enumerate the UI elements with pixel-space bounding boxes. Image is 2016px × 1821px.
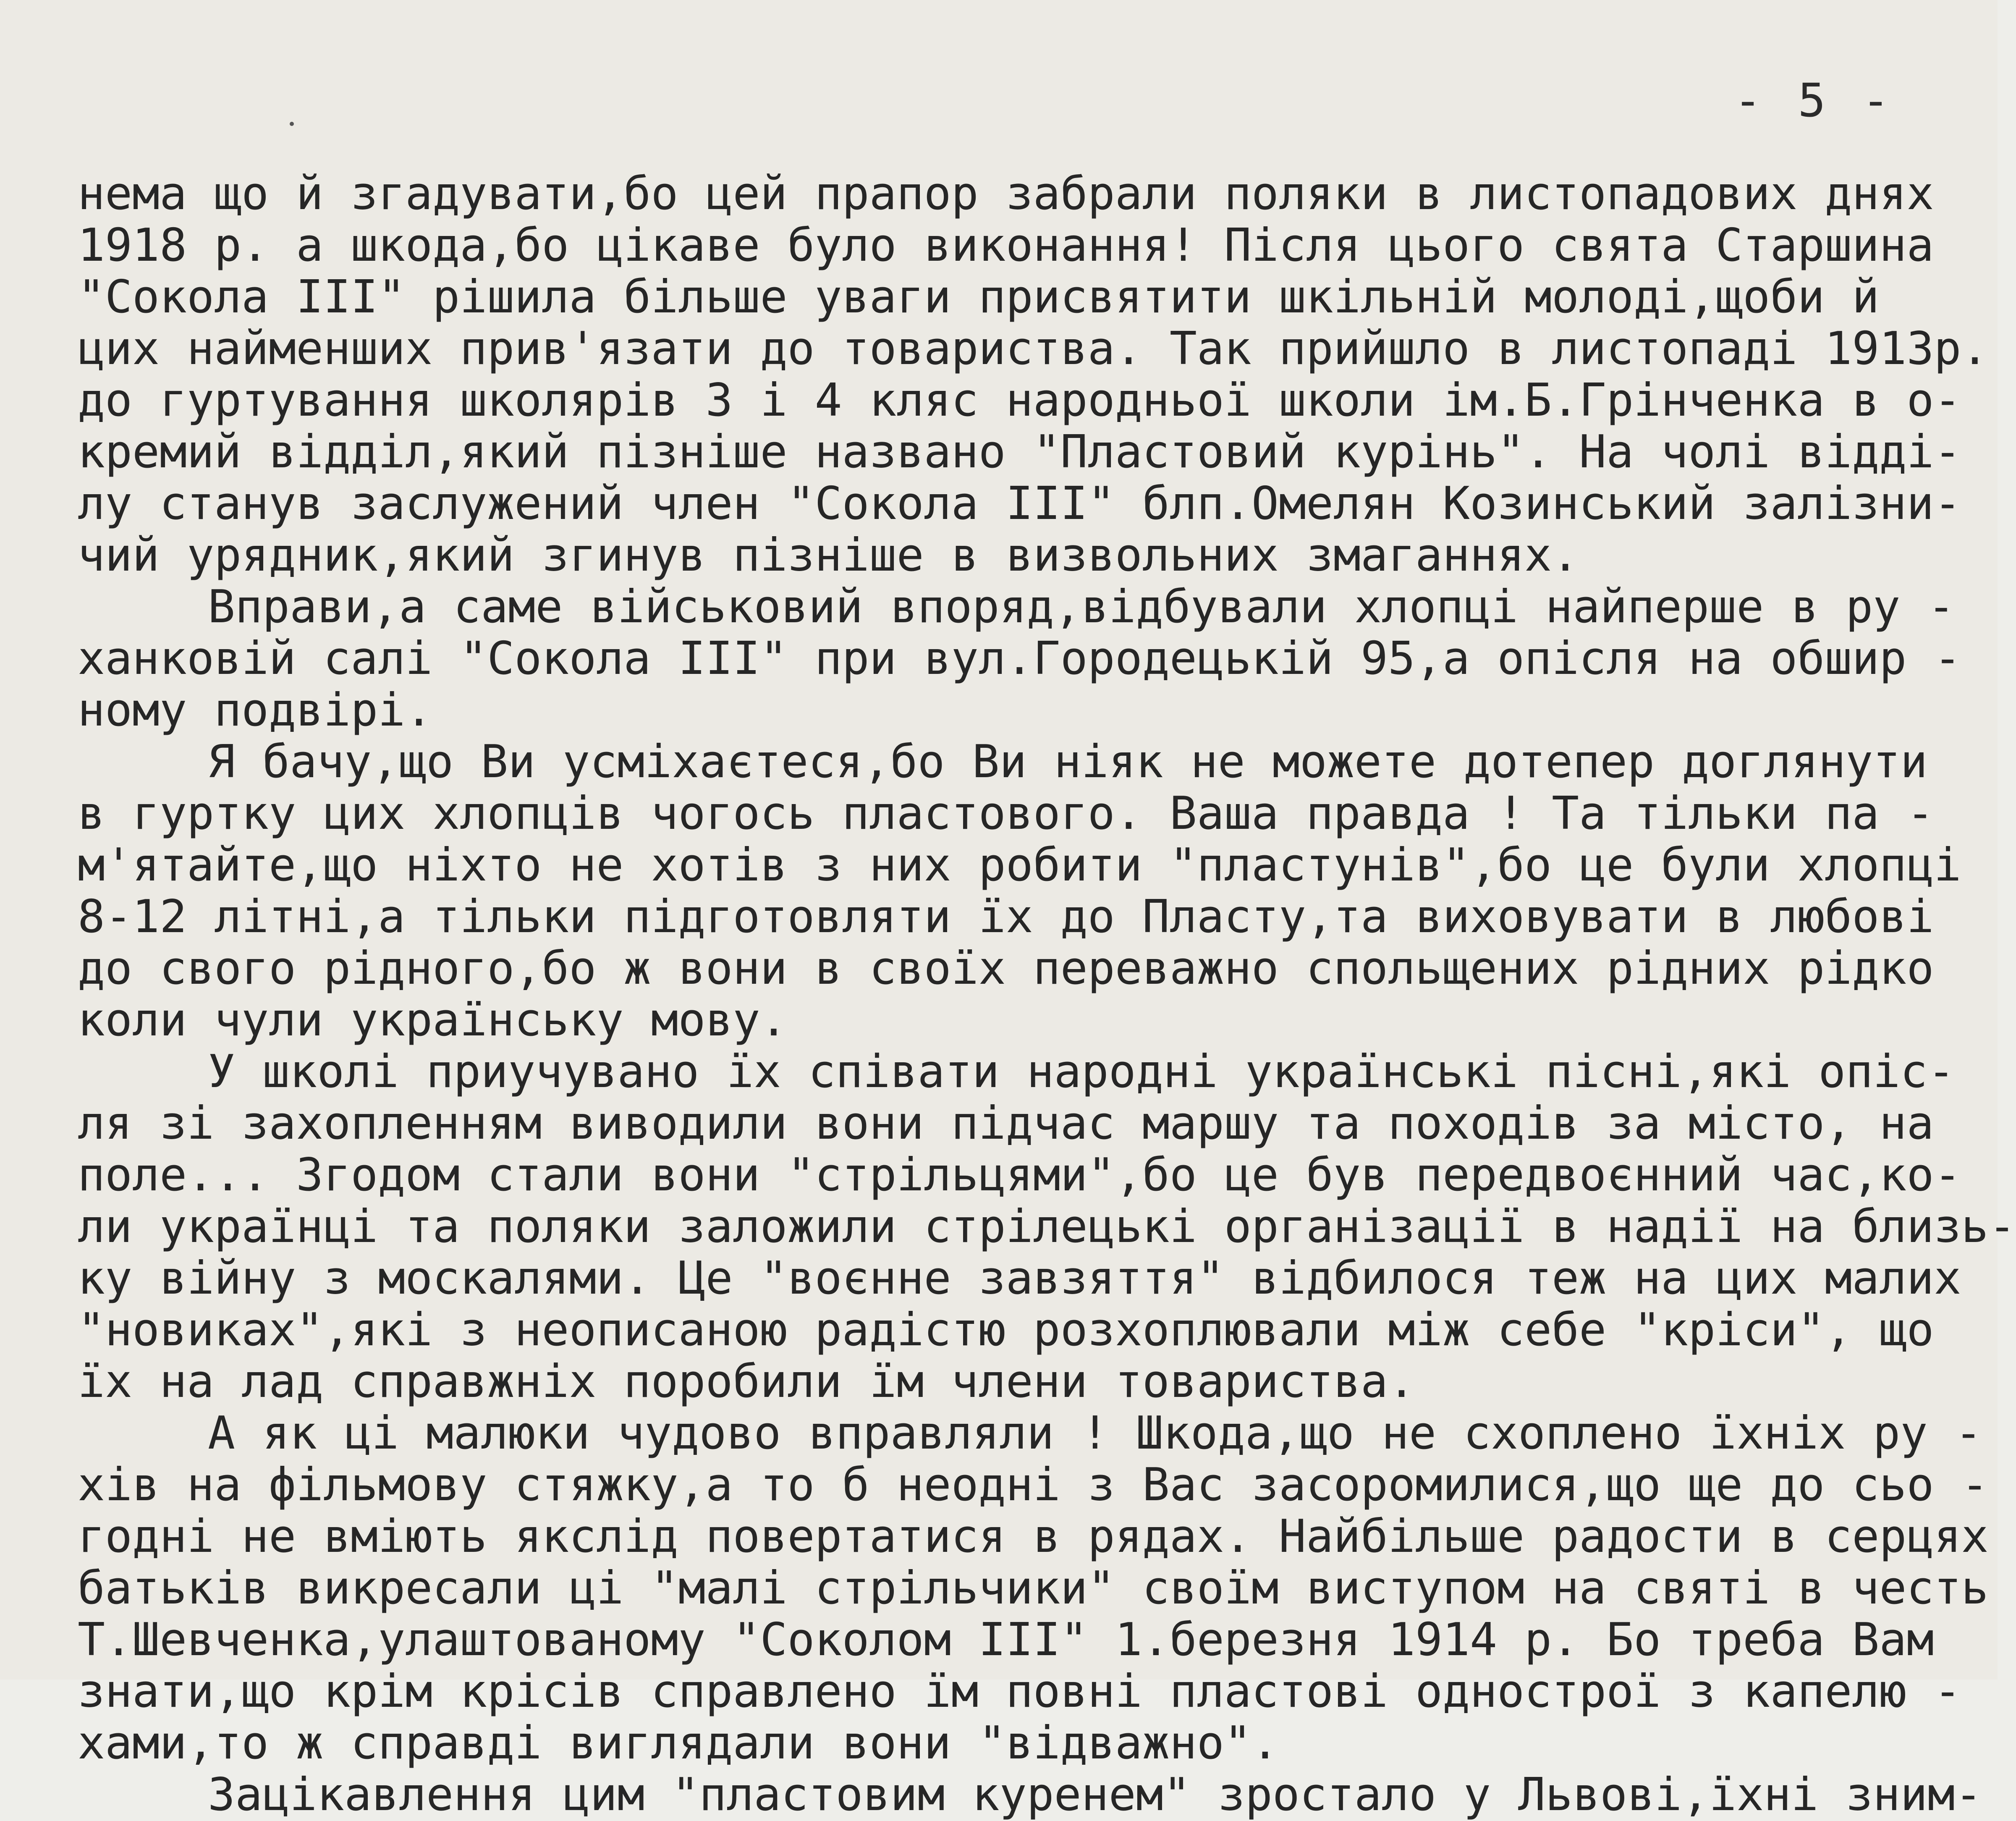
text-line: ханковій салі "Сокола III" при вул.Городецькій 95,а опісля на обшир - bbox=[78, 632, 1961, 685]
text-line: годні не вміють якслід повертатися в рядах. Найбільше радости в серцях bbox=[78, 1510, 1989, 1563]
text-line: ному подвірі. bbox=[78, 684, 433, 736]
text-line: Зацікавлення цим "пластовим куренем" зростало у Львові,їхні зним- bbox=[208, 1769, 1982, 1821]
text-line: цих найменших прив'язати до товариства. Так прийшло в листопаді 1913р. bbox=[78, 322, 1989, 375]
text-line: кремий відділ,який пізніше названо "Пластовий курінь". На чолі відді- bbox=[78, 426, 1961, 478]
page-number: - 5 - bbox=[1734, 73, 1894, 127]
text-line: А як ці малюки чудово вправляли ! Шкода,що не схоплено їхніх ру - bbox=[208, 1407, 1982, 1459]
text-line: їх на лад справжніх поробили їм члени товариства. bbox=[78, 1355, 1416, 1408]
text-line: коли чули українську мову. bbox=[78, 994, 788, 1046]
text-line: в гуртку цих хлопців чогось пластового. Ваша правда ! Та тільки па - bbox=[78, 787, 1934, 840]
text-line: м'ятайте,що ніхто не хотів з них робити "пластунів",бо це були хлопці bbox=[78, 839, 1961, 891]
text-line: "новиках",які з неописаною радістю розхоплювали між себе "кріси", що bbox=[78, 1304, 1934, 1356]
text-line: лу станув заслужений член "Сокола III" блп.Омелян Козинський залізни- bbox=[78, 477, 1961, 530]
body-text bbox=[78, 168, 2016, 1821]
text-line: нема що й згадувати,бо цей прапор забрали поляки в листопадових днях bbox=[78, 168, 1934, 220]
text-line: батьків викресали ці "малі стрільчики" своїм виступом на святі в честь bbox=[78, 1562, 1989, 1614]
text-line: Я бачу,що Ви усміхаєтеся,бо Ви ніяк не можете дотепер доглянути bbox=[208, 736, 1928, 788]
text-line: 8-12 літні,а тільки підготовляти їх до Пласту,та виховувати в любові bbox=[78, 891, 1934, 943]
ink-speck bbox=[290, 122, 294, 126]
text-line: ку війну з москалями. Це "воєнне завзяття" відбилося теж на цих малих bbox=[78, 1252, 1961, 1305]
text-line: хами,то ж справді виглядали вони "відважно". bbox=[78, 1717, 1279, 1769]
text-line: Вправи,а саме військовий впоряд,відбували хлопці найперше в ру - bbox=[208, 581, 1955, 633]
text-line: "Сокола III" рішила більше уваги присвятити шкільній молоді,щоби й bbox=[78, 271, 1880, 323]
text-line: ли українці та поляки заложили стрілецькі організації в надії на близь- bbox=[78, 1200, 2016, 1253]
text-line: ля зі захопленням виводили вони підчас маршу та походів за місто, на bbox=[78, 1097, 1934, 1150]
text-line: до гуртування школярів 3 і 4 кляс народньої школи ім.Б.Грінченка в о- bbox=[78, 374, 1961, 427]
text-line: чий урядник,який згинув пізніше в визвольних змаганнях. bbox=[78, 529, 1579, 582]
text-line: 1918 р. а шкода,бо цікаве було виконання! Після цього свята Старшина bbox=[78, 219, 1934, 272]
text-line: Т.Шевченка,улаштованому "Соколом III" 1.березня 1914 р. Бо треба Вам bbox=[78, 1614, 1934, 1666]
text-line: до свого рідного,бо ж вони в своїх переважно спольщених рідних рідко bbox=[78, 942, 1934, 995]
text-line: хів на фільмову стяжку,а то б неодні з Вас засоромилися,що ще до сьо - bbox=[78, 1459, 1989, 1511]
text-line: поле... Згодом стали вони "стрільцями",бо це був передвоєнний час,ко- bbox=[78, 1149, 1961, 1201]
text-line: У школі приучувано їх співати народні українські пісні,які опіс- bbox=[208, 1045, 1955, 1098]
text-line: знати,що крім крісів справлено їм повні пластові однострої з капелю - bbox=[78, 1665, 1961, 1718]
